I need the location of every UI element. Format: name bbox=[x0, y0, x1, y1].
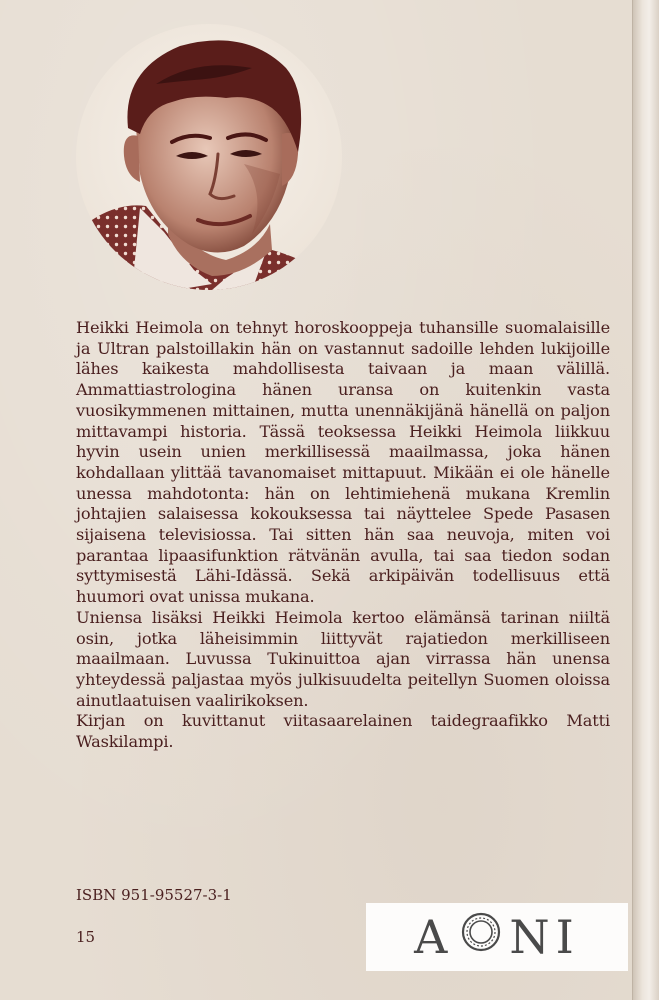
watermark-logo bbox=[366, 903, 628, 971]
ouroboros-ring-icon bbox=[459, 910, 503, 965]
author-portrait bbox=[76, 24, 342, 290]
blurb-paragraph: Kirjan on kuvittanut viitasaarelainen taidegraafikko Matti Waskilampi. bbox=[76, 711, 610, 752]
blurb-paragraph: Uniensa lisäksi Heikki Heimola kertoo elämänsä tarinan niiltä osin, jotka läheisimmin liittyvät rajatiedon merkilliseen maailmaan. Luvussa Tukinuittoa ajan virrassa hän unensa yhteydessä paljastaa myös julkisuudelta peitellyn Suomen oloissa ainutlaatuisen vaalirikoksen. bbox=[76, 607, 610, 710]
author-photo-icon bbox=[76, 24, 342, 290]
isbn-number: ISBN 951-95527-3-1 bbox=[76, 886, 232, 904]
logo-text-right: NI bbox=[509, 910, 580, 964]
logo-text-left: A bbox=[414, 910, 454, 964]
price-code: 15 bbox=[76, 928, 96, 946]
book-spine-edge bbox=[632, 0, 659, 1000]
blurb-paragraph: Heikki Heimola on tehnyt horoskooppeja tuhansille suomalaisille ja Ultran palstoillakin hän on vastannut sadoille lehden lukijoille lähes kaikesta mahdollisesta taivaan ja maan välillä. Ammattiastrologina hänen uransa on kuitenkin vasta vuosikymmenen mittainen, mutta unennäkijänä hänellä on paljon mittavampi historia. Tässä teoksessa Heikki Heimola liikkuu hyvin usein unien merkillisessä maailmassa, joka hänen kohdallaan ylittää tavanomaiset mittapuut. Mikään ei ole hänelle unessa mahdotonta: hän on lehtimiehenä mukana Kremlin johtajien salaisessa kokouksessa tai näyttelee Spede Pasasen sijaisena televisiossa. Tai sitten hän saa neuvoja, miten voi parantaa lipaasifunktion rätvänän avulla, tai saa tiedon sodan syttymisestä Lähi-Idässä. Sekä arkipäivän todellisuus että huumori ovat unissa mukana. bbox=[76, 318, 610, 607]
back-cover-blurb bbox=[76, 318, 610, 753]
